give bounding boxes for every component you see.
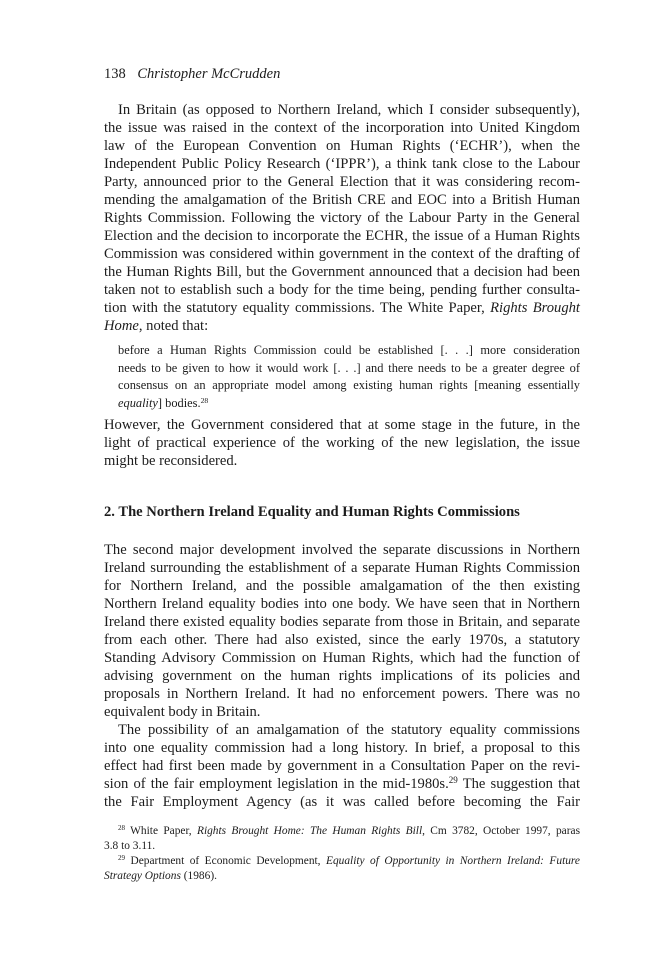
- footnote-ref-28: 28: [200, 395, 209, 405]
- quote-line: needs to be given to how it would work [. . .] and there needs to be a greater degree of: [118, 360, 580, 375]
- text-line: advising government on the human rights implications of its policies and: [104, 668, 580, 684]
- text-segment: (1986).: [180, 870, 217, 882]
- footnote-29: [104, 854, 580, 869]
- text-line: [104, 775, 580, 793]
- paragraph-3: [104, 541, 580, 721]
- footnote-number: 28: [118, 824, 126, 833]
- quote-line: before a Human Rights Commission could be established [. . .] more consideration: [118, 343, 580, 357]
- text-line: The possibility of an amalgamation of the statutory equality commissions: [118, 722, 580, 738]
- footnote-28: [104, 824, 580, 839]
- quote-line: consensus on an appropriate model among existing human rights [meaning essentially: [118, 378, 580, 392]
- text-line: Party, announced prior to the General Election that it was considering recom-: [104, 174, 580, 190]
- text-line: Standing Advisory Commission on Human Rights, which had the function of: [104, 650, 580, 666]
- text-segment: , noted that:: [138, 318, 209, 334]
- paragraph-1: [104, 101, 580, 335]
- text-line: effect had first been made by government in a Consultation Paper on the revi-: [104, 758, 580, 774]
- text-line: However, the Government considered that at some stage in the future, in the: [104, 417, 580, 433]
- footnote-number: 29: [118, 854, 126, 863]
- text-line: Election and the decision to incorporate the ECHR, the issue of a Human Rights: [104, 228, 580, 244]
- text-line: the issue was raised in the context of the incorporation into United Kingdom: [104, 120, 580, 136]
- text-line: Rights Commission. Following the victory of the Labour Party in the General: [104, 210, 580, 226]
- running-author: Christopher McCrudden: [137, 66, 281, 82]
- text-line: Commission was considered within government in the context of the drafting of: [104, 246, 580, 262]
- text-line: into one equality commission had a long history. In brief, a proposal to this: [104, 740, 580, 756]
- text-line: might be reconsidered.: [104, 453, 238, 469]
- text-line: mending the amalgamation of the British CRE and EOC into a British Human: [104, 192, 580, 208]
- footnote-ref-29: 29: [448, 775, 458, 786]
- italic-title: Rights Brought Home: The Human Rights Bill: [196, 825, 423, 837]
- block-quote: [118, 342, 580, 412]
- running-header: [104, 66, 280, 83]
- footnote-28-cont: 3.8 to 3.11.: [104, 840, 156, 852]
- text-line: Ireland there existed equality bodies separate from those in Britain, and separate: [104, 614, 580, 630]
- text-line: the Human Rights Bill, but the Government announced that a decision had been: [104, 264, 580, 280]
- italic-title: Strategy Options: [104, 870, 181, 882]
- paragraph-4: [104, 721, 580, 811]
- italic-title: Home: [104, 318, 139, 334]
- text-segment: White Paper,: [130, 825, 197, 837]
- text-line: Northern Ireland equality bodies into one body. We have seen that in Northern: [104, 596, 580, 612]
- text-line: from each other. There had also existed, since the early 1970s, a statutory: [104, 632, 580, 648]
- text-line: Ireland surrounding the establishment of a separate Human Rights Commission: [104, 560, 580, 576]
- text-line: the Fair Employment Agency (as it was called before becoming the Fair: [104, 794, 580, 810]
- text-segment: tion with the statutory equality commissions. The White Paper,: [104, 300, 485, 316]
- text-line: [104, 299, 580, 317]
- text-line: In Britain (as opposed to Northern Ireland, which I consider subsequently),: [118, 102, 580, 118]
- italic-title: Rights Brought: [490, 300, 580, 316]
- text-segment: Department of Economic Development,: [130, 855, 326, 867]
- italic-title: Equality of Opportunity in Northern Ireland: Future: [326, 855, 580, 867]
- page-number: 138: [104, 66, 126, 82]
- text-segment: sion of the fair employment legislation in the mid-1980s.: [104, 776, 449, 792]
- section-heading: 2. The Northern Ireland Equality and Human Rights Commissions: [104, 504, 520, 520]
- text-segment: The suggestion that: [457, 776, 580, 792]
- paragraph-2: [104, 416, 580, 470]
- text-line: [104, 317, 580, 335]
- text-segment: , Cm 3782, October 1997, paras: [422, 825, 581, 837]
- text-line: for Northern Ireland, and the possible amalgamation of the then existing: [104, 578, 580, 594]
- text-line: light of practical experience of the working of the new legislation, the issue: [104, 435, 580, 451]
- text-segment: ] bodies.: [157, 395, 201, 410]
- text-line: equivalent body in Britain.: [104, 704, 261, 720]
- text-line: proposals in Northern Ireland. It had no enforcement powers. There was no: [104, 686, 580, 702]
- text-line: taken not to establish such a body for the time being, pending further consulta-: [104, 282, 580, 298]
- footnote-29-cont: [104, 869, 580, 884]
- quote-line: [118, 395, 580, 413]
- footnotes: [104, 824, 580, 884]
- text-line: Independent Public Policy Research (‘IPPR’), a think tank close to the Labour: [104, 156, 580, 172]
- italic-word: equality: [118, 395, 158, 410]
- text-line: The second major development involved the separate discussions in Northern: [104, 542, 580, 558]
- text-line: law of the European Convention on Human Rights (‘ECHR’), when the: [104, 138, 580, 154]
